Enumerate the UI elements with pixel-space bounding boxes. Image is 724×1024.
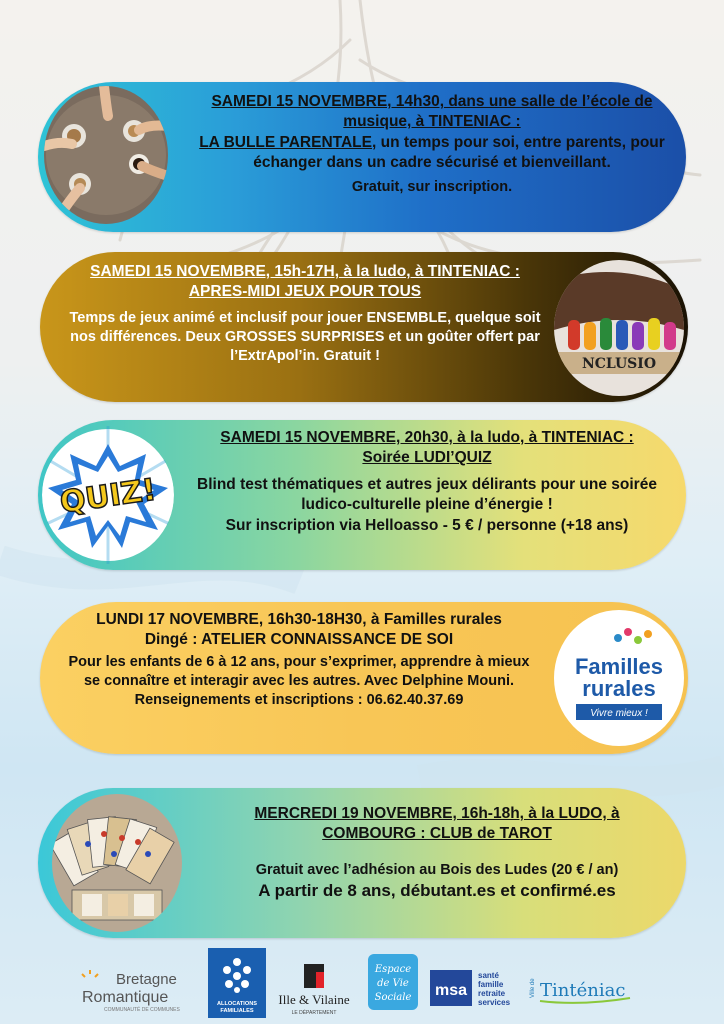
- msa-l2: famille: [478, 980, 504, 989]
- event-body-line: Pour les enfants de 6 à 12 ans, pour s’exprimer, apprendre à mieux: [68, 653, 530, 670]
- espace-line3: Sociale: [374, 992, 412, 1003]
- bretagne-line1: Bretagne: [116, 971, 177, 988]
- event-location-line: musique, à TINTENIAC :: [343, 113, 521, 131]
- msa-l3: retraite: [478, 989, 506, 998]
- ille-et-vilaine-logo: [272, 958, 356, 1020]
- ille-line1: Ille & Vilaine: [278, 992, 350, 1007]
- bretagne-line2: Romantique: [82, 989, 169, 1006]
- event-date-line: SAMEDI 15 NOVEMBRE, 14h30, dans une salle de l’école de: [211, 93, 653, 110]
- caf-line2: FAMILIALES: [220, 1008, 254, 1014]
- event-body-line: Blind test thématiques et autres jeux délirants pour une soirée: [197, 475, 657, 493]
- espace-line1: Espace: [374, 964, 412, 975]
- event-title: APRES-MIDI JEUX POUR TOUS: [188, 283, 422, 301]
- event-title: COMBOURG : CLUB de TAROT: [322, 825, 552, 843]
- event-body-line: échanger dans un cadre sécurisé et bienveillant.: [253, 154, 611, 172]
- event-body-line: nos différences. Deux GROSSES SURPRISES et un goûter offert par: [70, 329, 540, 346]
- event-audience: A partir de 8 ans, débutant.es et confirmé.es: [258, 881, 616, 901]
- quiz-comic-icon: [42, 426, 174, 564]
- event-text: [62, 262, 548, 366]
- tinteniac-name: Tinténiac: [540, 980, 626, 1001]
- caf-line1: ALLOCATIONS: [217, 1001, 257, 1007]
- espace-vie-sociale-logo: [368, 954, 418, 1010]
- logo-word-familles: Familles: [574, 654, 664, 679]
- event-body-line: Sur inscription via Helloasso - 5 € / personne (+18 ans): [225, 516, 629, 534]
- msa-logo: [430, 968, 524, 1008]
- event-body-line: ludico-culturelle pleine d’énergie !: [301, 496, 553, 514]
- event-date-line: LUNDI 17 NOVEMBRE, 16h30-18H30, à Familles rurales: [96, 611, 502, 628]
- event-body-rest: , un temps pour soi, entre parents, pour: [371, 133, 665, 151]
- tinteniac-logo: [526, 968, 636, 1008]
- espace-line2: de Vie: [377, 978, 409, 989]
- logo-word-rurales: rurales: [582, 676, 656, 701]
- event-description: [188, 133, 676, 153]
- coffee-table-photo-icon: [44, 86, 168, 224]
- msa-l1: santé: [478, 971, 499, 980]
- bretagne-romantique-logo: [76, 964, 200, 1014]
- event-text: [60, 610, 538, 710]
- event-text: [188, 92, 676, 197]
- event-contact: Renseignements et inscriptions : 06.62.40.37.69: [134, 692, 464, 709]
- logo-tagline: Vivre mieux !: [590, 708, 648, 719]
- event-title: Soirée LUDI’QUIZ: [362, 449, 492, 467]
- tarot-cards-photo-icon: [52, 794, 182, 932]
- partner-logos-footer: [0, 944, 724, 1024]
- event-body-line: Gratuit avec l’adhésion au Bois des Ludes (20 € / an): [255, 861, 619, 878]
- inclusion-word: NCLUSIO: [581, 356, 657, 372]
- bretagne-line3: COMMUNAUTÉ DE COMMUNES: [104, 1007, 180, 1013]
- event-body-line: Temps de jeux animé et inclusif pour jouer ENSEMBLE, quelque soit: [69, 309, 541, 326]
- event-date-line: SAMEDI 15 NOVEMBRE, 15h-17H, à la ludo, à TINTENIAC :: [90, 263, 520, 280]
- event-text: [178, 428, 676, 536]
- inclusion-pawns-photo-icon: [554, 260, 684, 396]
- caf-logo: [208, 948, 266, 1018]
- msa-mark: msa: [434, 982, 468, 999]
- event-date-line: MERCREDI 19 NOVEMBRE, 16h-18h, à la LUDO, à: [254, 805, 620, 822]
- quiz-word: QUIZ!: [57, 472, 159, 521]
- event-body-line: l’ExtrApol’in. Gratuit !: [230, 348, 380, 365]
- event-title: Dingé : ATELIER CONNAISSANCE DE SOI: [144, 631, 454, 649]
- event-date-line: SAMEDI 15 NOVEMBRE, 20h30, à la ludo, à TINTENIAC :: [220, 429, 634, 446]
- familles-rurales-logo: [554, 610, 684, 746]
- event-text: [198, 804, 676, 902]
- tinteniac-prefix: Ville de: [530, 978, 536, 998]
- event-body-line: se connaître et interagir avec les autres. Avec Delphine Mouni.: [83, 673, 515, 690]
- event-title: LA BULLE PARENTALE: [199, 133, 372, 151]
- ille-line2: LE DÉPARTEMENT: [291, 1010, 337, 1016]
- event-price: Gratuit, sur inscription.: [351, 178, 513, 195]
- msa-l4: services: [478, 998, 511, 1007]
